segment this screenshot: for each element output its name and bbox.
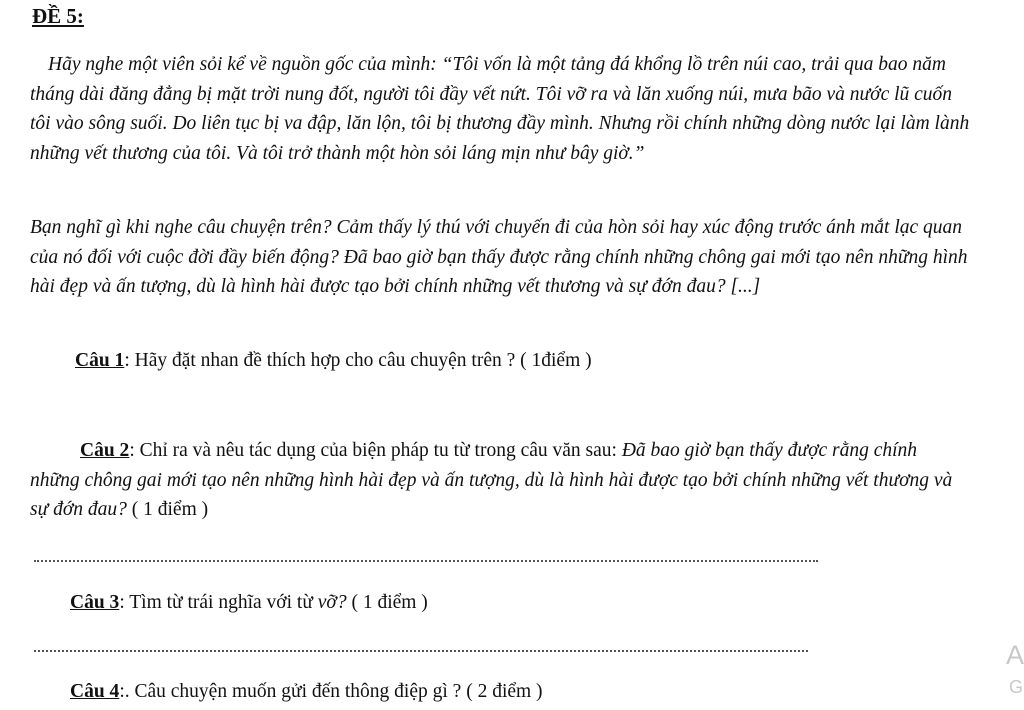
question-2-label: Câu 2 bbox=[80, 440, 130, 461]
question-1-text: : Hãy đặt nhan đề thích hợp cho câu chuyện trên ? ( 1điểm ) bbox=[124, 350, 592, 371]
question-1-label: Câu 1 bbox=[75, 350, 125, 371]
answer-line-1 bbox=[34, 560, 818, 562]
question-2-text: : Chỉ ra và nêu tác dụng của biện pháp tu từ trong câu văn sau: bbox=[129, 440, 622, 461]
exam-title: ĐỀ 5: bbox=[32, 4, 84, 28]
question-2-points: ( 1 điểm ) bbox=[126, 499, 209, 520]
question-3-word: vỡ? bbox=[317, 592, 347, 613]
edge-glyph-g: G bbox=[1009, 677, 1024, 697]
question-3-label: Câu 3 bbox=[70, 592, 120, 613]
question-2-quote: Đã bao giờ bạn thấy được rằng chính những chông gai mới tạo nên những hình hài đẹp và ấn tượng, dù là hình hài được tạo bởi chính những vết thương và sự đớn đau? bbox=[30, 440, 953, 520]
answer-line-2 bbox=[34, 650, 808, 652]
question-3 bbox=[70, 588, 428, 618]
question-3-points: ( 1 điểm ) bbox=[346, 592, 428, 613]
question-1 bbox=[75, 346, 592, 376]
passage-paragraph-2: Bạn nghĩ gì khi nghe câu chuyện trên? Cảm thấy lý thú với chuyến đi của hòn sỏi hay xúc động trước ánh mắt lạc quan của nó đối với cuộc đời đầy biến động? Đã bao giờ bạn thấy được rằng chính những chông gai mới tạo nên những hình hài đẹp và ấn tượng, dù là hình hài được tạo bởi chính những vết thương và sự đớn đau? [...] bbox=[30, 217, 968, 297]
question-2 bbox=[30, 436, 970, 525]
question-3-text: : Tìm từ trái nghĩa với từ bbox=[119, 592, 318, 613]
question-4-label: Câu 4 bbox=[70, 681, 120, 702]
passage-paragraph-1: Hãy nghe một viên sỏi kể về nguồn gốc của mình: “Tôi vốn là một tảng đá khổng lồ trên núi cao, trải qua bao năm tháng dài đăng đẳng bị mặt trời nung đốt, người tôi đầy vết nứt. Tôi vỡ ra và lăn xuống núi, mưa bão và nước lũ cuốn tôi vào sông suối. Do liên tục bị va đập, lăn lộn, tôi bị thương đầy mình. Nhưng rồi chính những dòng nước lại làm lành những vết thương của tôi. Và tôi trở thành một hòn sỏi láng mịn như bây giờ.” bbox=[30, 54, 970, 164]
question-4-text: :. Câu chuyện muốn gửi đến thông điệp gì ? ( 2 điểm ) bbox=[119, 681, 543, 702]
question-4 bbox=[70, 677, 543, 707]
edge-glyph-a: A bbox=[1006, 640, 1024, 670]
